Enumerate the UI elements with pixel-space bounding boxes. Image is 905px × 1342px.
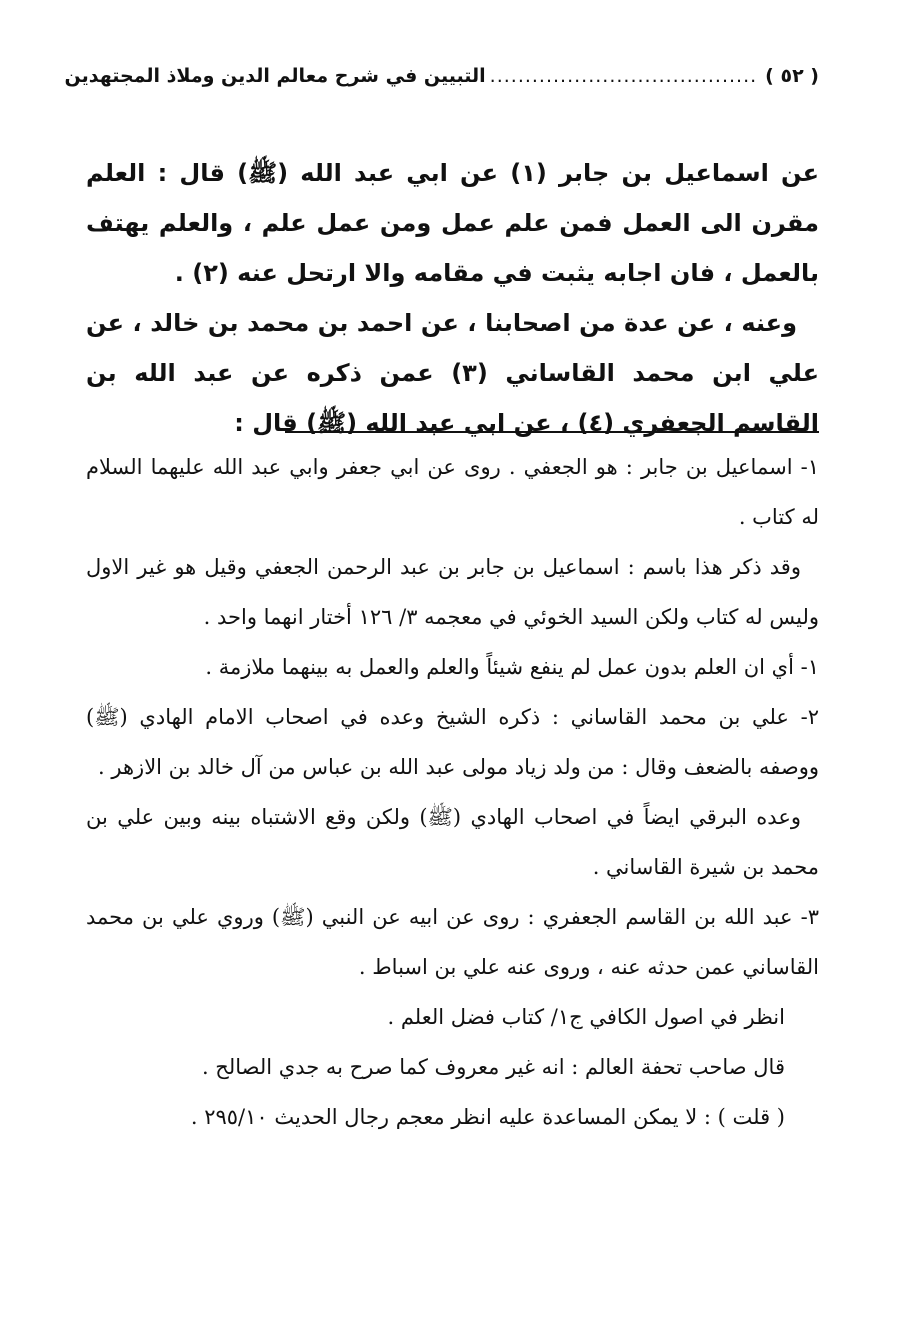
- footnote-2: ١- أي ان العلم بدون عمل لم ينفع شيئاً والعلم والعمل به بينهما ملازمة .: [205, 655, 819, 679]
- footnote-4-reference: انظر في اصول الكافي ج١/ كتاب فضل العلم .: [387, 1005, 785, 1029]
- main-text: [86, 148, 819, 448]
- page-number: ( ٥٢ ): [765, 65, 819, 87]
- footnote-4-remark: قال صاحب تحفة العالم : انه غير معروف كما صرح به جدي الصالح .: [201, 1055, 785, 1079]
- footnotes: [86, 442, 819, 1142]
- header-leader-dots: ......................................: [489, 65, 758, 87]
- footnote-4-note: ( قلت ) : لا يمكن المساعدة عليه انظر معجم رجال الحديث ٢٩٥/١٠ .: [190, 1105, 785, 1129]
- footnote-4: ٣- عبد الله بن القاسم الجعفري : روى عن ابيه عن النبي (ﷺ) وروي علي بن محمد القاساني عمن حدثه عنه ، وروى عنه علي بن اسباط .: [86, 905, 819, 979]
- main-paragraph-1: عن اسماعيل بن جابر (١) عن ابي عبد الله (ﷺ) قال : العلم مقرن الى العمل فمن علم عمل ومن عمل علم ، والعلم يهتف بالعمل ، فان اجابه يثبت في مقامه والا ارتحل عنه (٢) .: [86, 159, 819, 287]
- footnote-3: ٢- علي بن محمد القاساني : ذكره الشيخ وعده في اصحاب الامام الهادي (ﷺ) ووصفه بالضعف وقال : من ولد زياد مولى عبد الله بن عباس من آل خالد بن الازهر .: [86, 705, 819, 779]
- footnote-1-continued: وقد ذكر هذا باسم : اسماعيل بن جابر بن عبد الرحمن الجعفي وقيل هو غير الاول وليس له كتاب ولكن السيد الخوئي في معجمه ٣/ ١٢٦ أختار انهما واحد .: [86, 555, 819, 629]
- footnote-separator: [285, 431, 819, 433]
- book-title: التبيين في شرح معالم الدين وملاذ المجتهدين: [64, 65, 486, 87]
- footnote-1: ١- اسماعيل بن جابر : هو الجعفي . روى عن ابي جعفر وابي عبد الله عليهما السلام له كتاب .: [86, 455, 819, 529]
- footnote-3-continued: وعده البرقي ايضاً في اصحاب الهادي (ﷺ) ولكن وقع الاشتباه بينه وبين علي بن محمد بن شيرة القاساني .: [86, 805, 819, 879]
- running-header: [64, 58, 819, 94]
- main-paragraph-2: وعنه ، عن عدة من اصحابنا ، عن احمد بن محمد بن خالد ، عن علي ابن محمد القاساني (٣) عمن ذكره عن عبد الله بن القاسم الجعفري (٤) ، عن ابي عبد الله (ﷺ) قال :: [86, 309, 819, 437]
